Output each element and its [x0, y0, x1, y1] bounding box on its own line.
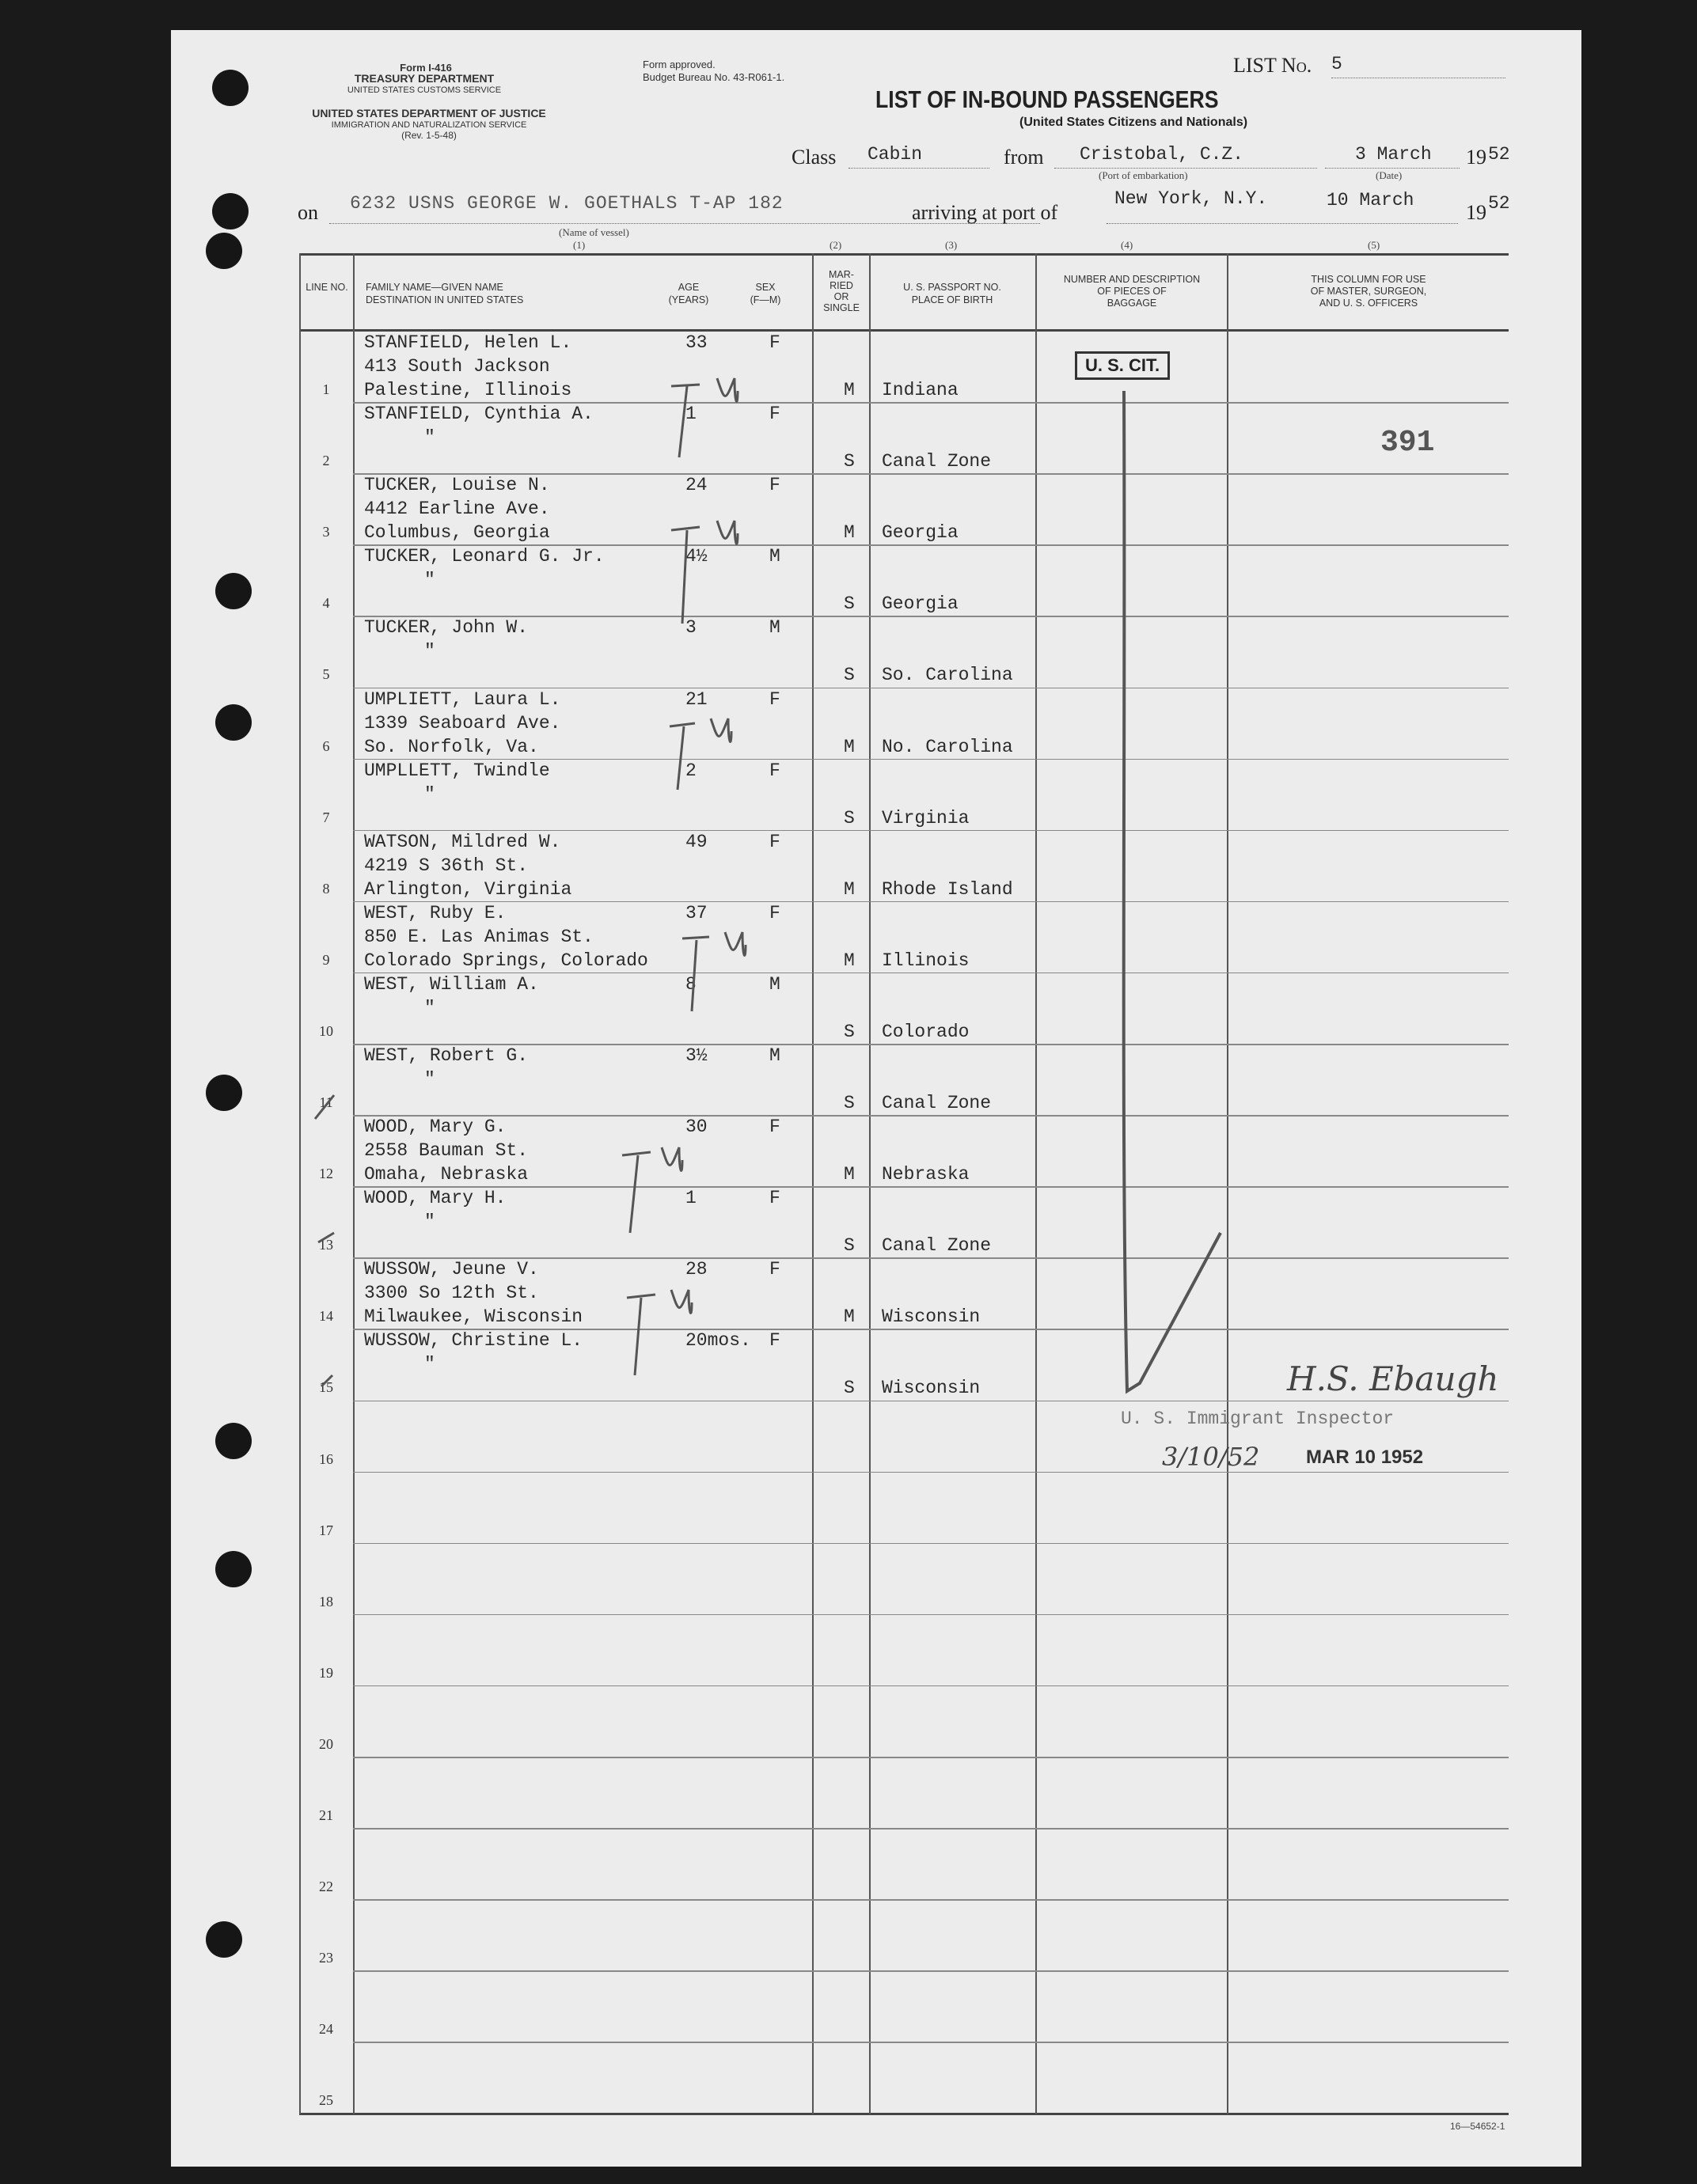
- header-officers: OF MASTER, SURGEON,: [1310, 286, 1427, 297]
- destination-line-1: ": [424, 783, 435, 805]
- place-of-birth: Canal Zone: [882, 1093, 992, 1113]
- destination-line-1: ": [424, 427, 435, 449]
- list-no-label: LIST No.: [1233, 54, 1312, 77]
- print-code: 16—54652-1: [1450, 2121, 1505, 2132]
- passenger-name: WOOD, Mary G.: [364, 1117, 507, 1138]
- destination-line-1: ": [424, 641, 435, 662]
- baggage-check-line: [1124, 391, 1221, 1391]
- marital-status: S: [844, 1378, 855, 1399]
- destination-line-2: So. Norfolk, Va.: [364, 736, 539, 757]
- sex: F: [769, 688, 780, 710]
- destination-line-2: Colorado Springs, Colorado: [364, 950, 648, 971]
- passenger-name: WOOD, Mary H.: [364, 1188, 507, 1209]
- marital-status: S: [844, 665, 855, 686]
- on-label: on: [298, 201, 318, 224]
- age: 49: [685, 831, 708, 852]
- destination-line-2: Palestine, Illinois: [364, 380, 572, 400]
- passenger-name: WEST, Ruby E.: [364, 902, 507, 923]
- passenger-name: WEST, William A.: [364, 973, 539, 995]
- pen-marks: [171, 30, 1581, 2167]
- marital-status: M: [844, 950, 855, 971]
- place-of-birth: Rhode Island: [882, 878, 1013, 900]
- marital-status: S: [844, 807, 855, 828]
- line-number: 9: [322, 951, 330, 968]
- line-number: 3: [322, 524, 330, 540]
- header-age: AGE: [678, 282, 700, 293]
- destination-line-2: Arlington, Virginia: [364, 878, 572, 900]
- header-baggage: BAGGAGE: [1107, 298, 1157, 309]
- header-name: FAMILY NAME—GIVEN NAME: [366, 282, 503, 293]
- budget-bureau: Budget Bureau No. 43-R061-1.: [643, 71, 785, 83]
- marital-status: M: [844, 380, 855, 400]
- age: 33: [685, 332, 708, 353]
- list-no-value: 5: [1331, 54, 1342, 74]
- line-number: 16: [319, 1450, 333, 1467]
- sex: F: [769, 831, 780, 852]
- header-birthplace: PLACE OF BIRTH: [911, 294, 993, 305]
- year-prefix: 19: [1466, 146, 1486, 169]
- header-sex-fm: (F—M): [750, 294, 781, 305]
- age: 21: [685, 688, 708, 710]
- line-number: 11: [319, 1094, 333, 1110]
- age: 3½: [685, 1045, 708, 1066]
- age: 28: [685, 1259, 708, 1280]
- form-number: Form I-416: [400, 62, 452, 74]
- marital-status: S: [844, 1235, 855, 1257]
- header-officers: AND U. S. OFFICERS: [1319, 298, 1418, 309]
- justice-dept: UNITED STATES DEPARTMENT OF JUSTICE: [312, 107, 546, 119]
- line-number: 13: [319, 1237, 333, 1253]
- place-of-birth: Colorado: [882, 1021, 970, 1042]
- revision: (Rev. 1-5-48): [401, 130, 457, 141]
- sex: F: [769, 1188, 780, 1209]
- class-label: Class: [792, 146, 837, 169]
- place-of-birth: Georgia: [882, 522, 959, 544]
- col-num-2: (2): [830, 239, 842, 251]
- age: 1: [685, 1188, 697, 1209]
- line-number: 12: [319, 1166, 333, 1182]
- from-label: from: [1004, 146, 1044, 169]
- port-caption: (Port of embarkation): [1099, 169, 1188, 181]
- tick-mark: [671, 521, 738, 624]
- line-number: 17: [319, 1522, 333, 1538]
- embark-date: 3 March: [1355, 144, 1432, 165]
- header-married: SINGLE: [823, 302, 860, 313]
- line-number: 6: [322, 737, 330, 754]
- destination-line-1: ": [424, 570, 435, 591]
- line-number: 14: [319, 1308, 333, 1325]
- passenger-name: TUCKER, John W.: [364, 617, 529, 639]
- destination-line-1: 4412 Earline Ave.: [364, 499, 550, 520]
- form-title: LIST OF IN-BOUND PASSENGERS: [875, 85, 1219, 113]
- header-line-no: LINE NO.: [306, 282, 348, 293]
- inspector-title: U. S. Immigrant Inspector: [1121, 1409, 1395, 1429]
- passenger-name: UMPLIETT, Laura L.: [364, 688, 561, 710]
- line-number: 4: [322, 595, 330, 612]
- header-baggage: OF PIECES OF: [1097, 286, 1167, 297]
- passenger-name: WUSSOW, Jeune V.: [364, 1259, 539, 1280]
- age: 8: [685, 973, 697, 995]
- sex: F: [769, 1117, 780, 1138]
- arriving-label: arriving at port of: [912, 201, 1058, 224]
- tick-mark: [321, 1375, 332, 1386]
- line-number: 15: [319, 1379, 333, 1396]
- age: 20mos.: [685, 1330, 751, 1352]
- sex: F: [769, 1259, 780, 1280]
- line-number: 8: [322, 880, 330, 897]
- line-number: 25: [319, 2092, 333, 2109]
- tick-mark: [670, 719, 731, 790]
- col-num-3: (3): [945, 239, 958, 251]
- place-of-birth: Wisconsin: [882, 1306, 981, 1328]
- header-destination: DESTINATION IN UNITED STATES: [366, 294, 524, 305]
- passenger-name: TUCKER, Louise N.: [364, 475, 550, 496]
- destination-line-1: ": [424, 1069, 435, 1090]
- place-of-birth: Canal Zone: [882, 451, 992, 472]
- line-number: 20: [319, 1735, 333, 1752]
- us-citizen-stamp-text: U. S. CIT.: [1085, 355, 1160, 375]
- destination-line-1: 2558 Bauman St.: [364, 1140, 529, 1162]
- inspection-date-stamp: MAR 10 1952: [1306, 1447, 1424, 1468]
- passenger-name: WEST, Robert G.: [364, 1045, 529, 1066]
- destination-line-1: ": [424, 997, 435, 1018]
- col-num-1: (1): [573, 239, 586, 251]
- inspector-signature: H.S. Ebaugh: [1287, 1359, 1499, 1398]
- customs-service: UNITED STATES CUSTOMS SERVICE: [347, 85, 502, 95]
- passenger-name: UMPLLETT, Twindle: [364, 760, 550, 781]
- sex: F: [769, 475, 780, 496]
- destination-line-1: 1339 Seaboard Ave.: [364, 712, 561, 734]
- sex: F: [769, 404, 780, 425]
- line-number: 18: [319, 1593, 333, 1610]
- marital-status: M: [844, 878, 855, 900]
- age: 2: [685, 760, 697, 781]
- arrival-year: 52: [1488, 193, 1510, 214]
- vessel-name: 6232 USNS GEORGE W. GOETHALS T-AP 182: [350, 193, 784, 214]
- place-of-birth: So. Carolina: [882, 665, 1013, 686]
- place-of-birth: Indiana: [882, 380, 959, 400]
- destination-line-2: Milwaukee, Wisconsin: [364, 1306, 583, 1328]
- sex: M: [769, 617, 780, 639]
- destination-line-2: Omaha, Nebraska: [364, 1164, 529, 1185]
- marital-status: S: [844, 451, 855, 472]
- destination-line-1: 413 South Jackson: [364, 356, 550, 377]
- header-age-years: (YEARS): [668, 294, 709, 305]
- destination-line-1: 850 E. Las Animas St.: [364, 926, 594, 947]
- sex: F: [769, 902, 780, 923]
- marital-status: S: [844, 1093, 855, 1113]
- vessel-caption: (Name of vessel): [559, 226, 629, 238]
- marital-status: S: [844, 1021, 855, 1042]
- header-officers: THIS COLUMN FOR USE: [1311, 274, 1426, 285]
- line-number: 24: [319, 2021, 333, 2038]
- ins-service: IMMIGRATION AND NATURALIZATION SERVICE: [331, 120, 527, 130]
- line-number: 7: [322, 809, 330, 825]
- header-married: OR: [833, 291, 849, 302]
- line-number: 22: [319, 1879, 333, 1895]
- line-number: 10: [319, 1022, 333, 1039]
- destination-line-2: Columbus, Georgia: [364, 522, 550, 544]
- line-number: 5: [322, 666, 330, 683]
- passenger-name: STANFIELD, Cynthia A.: [364, 404, 594, 425]
- sex: M: [769, 1045, 780, 1066]
- line-number: 19: [319, 1664, 333, 1681]
- passenger-name: WUSSOW, Christine L.: [364, 1330, 583, 1352]
- place-of-birth: Canal Zone: [882, 1235, 992, 1257]
- handwritten-date: 3/10/52: [1162, 1442, 1260, 1472]
- passenger-name: TUCKER, Leonard G. Jr.: [364, 546, 605, 567]
- destination-line-1: ": [424, 1211, 435, 1233]
- embark-year: 52: [1488, 144, 1510, 165]
- place-of-birth: Virginia: [882, 807, 970, 828]
- marital-status: M: [844, 522, 855, 544]
- form-subtitle: (United States Citizens and Nationals): [1019, 116, 1248, 129]
- destination-line-1: 4219 S 36th St.: [364, 855, 529, 876]
- tick-mark: [318, 1233, 334, 1242]
- age: 37: [685, 902, 708, 923]
- embark-port: Cristobal, C.Z.: [1080, 144, 1244, 165]
- sex: F: [769, 1330, 780, 1352]
- place-of-birth: Wisconsin: [882, 1378, 981, 1399]
- treasury-dept: TREASURY DEPARTMENT: [354, 72, 495, 85]
- destination-line-1: 3300 So 12th St.: [364, 1283, 539, 1304]
- arrival-port: New York, N.Y.: [1114, 188, 1268, 209]
- form-approved: Form approved.: [643, 59, 716, 70]
- age: 30: [685, 1117, 708, 1138]
- place-of-birth: Illinois: [882, 950, 970, 971]
- place-of-birth: Nebraska: [882, 1164, 970, 1185]
- line-number: 21: [319, 1807, 333, 1823]
- col-num-5: (5): [1368, 239, 1380, 251]
- header-sex: SEX: [755, 282, 776, 293]
- passenger-name: STANFIELD, Helen L.: [364, 332, 572, 353]
- line-number: 23: [319, 1950, 333, 1966]
- header-married: RIED: [830, 280, 853, 291]
- col-num-4: (4): [1121, 239, 1133, 251]
- manifest-sheet: [171, 30, 1581, 2167]
- class-value: Cabin: [867, 144, 923, 165]
- age: 4½: [685, 546, 708, 567]
- officer-number: 391: [1380, 426, 1435, 460]
- header-married: MAR-: [829, 269, 854, 280]
- tick-mark: [315, 1095, 334, 1119]
- sex: M: [769, 546, 780, 567]
- sex: F: [769, 332, 780, 353]
- marital-status: M: [844, 736, 855, 757]
- date-caption: (Date): [1376, 169, 1403, 181]
- place-of-birth: No. Carolina: [882, 736, 1013, 757]
- age: 24: [685, 475, 708, 496]
- arrival-year-prefix: 19: [1466, 201, 1486, 224]
- tick-mark: [671, 378, 738, 457]
- arrival-date: 10 March: [1327, 190, 1414, 210]
- passenger-name: WATSON, Mildred W.: [364, 831, 561, 852]
- place-of-birth: Georgia: [882, 593, 959, 615]
- age: 1: [685, 404, 697, 425]
- tick-mark: [627, 1290, 692, 1375]
- marital-status: M: [844, 1306, 855, 1328]
- sex: M: [769, 973, 780, 995]
- marital-status: S: [844, 593, 855, 615]
- sex: F: [769, 760, 780, 781]
- marital-status: M: [844, 1164, 855, 1185]
- header-baggage: NUMBER AND DESCRIPTION: [1063, 274, 1201, 285]
- age: 3: [685, 617, 697, 639]
- line-number: 1: [322, 381, 330, 397]
- tick-mark: [682, 932, 746, 1011]
- destination-line-1: ": [424, 1354, 435, 1375]
- line-number: 2: [322, 453, 330, 469]
- header-passport: U. S. PASSPORT NO.: [903, 282, 1001, 293]
- tick-mark: [622, 1147, 682, 1233]
